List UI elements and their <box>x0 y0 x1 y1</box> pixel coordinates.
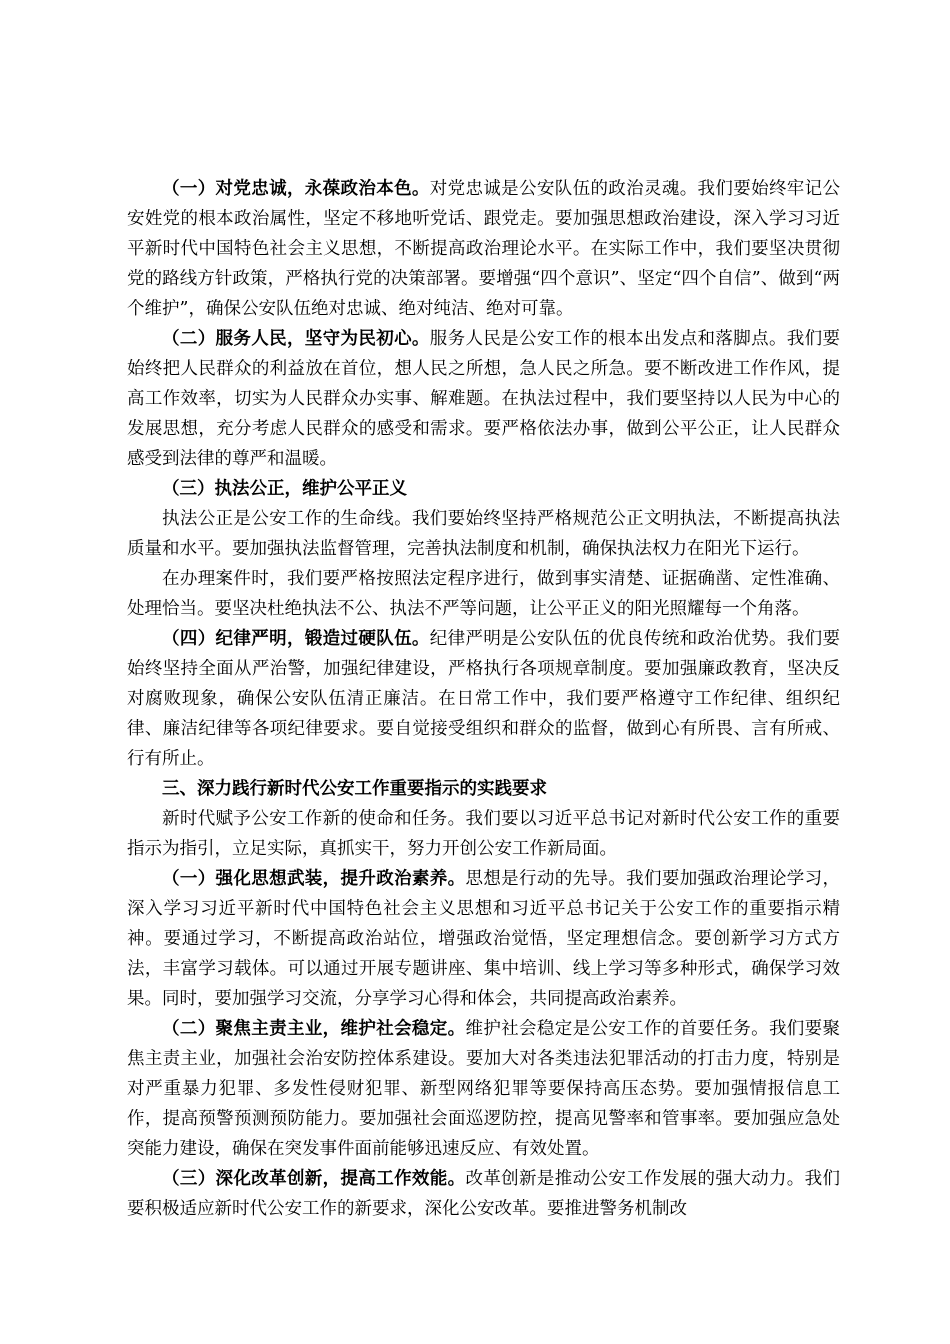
paragraph-lead: （一）对党忠诚，永葆政治本色。 <box>162 179 430 199</box>
paragraph-text: 在办理案件时，我们要严格按照法定程序进行，做到事实清楚、证据确凿、定性准确、处理恰当。要坚决杜绝执法不公、执法不严等问题，让公平正义的阳光照耀每一个角落。 <box>127 569 840 619</box>
paragraph-serve-people <box>127 324 840 474</box>
paragraph-text: 改革创新是推动公安工作发展的强大动力。我们要积极适应新时代公安工作的新要求，深化公安改革。要推进警务机制改 <box>127 1169 841 1219</box>
paragraph-text: 思想是行动的先导。我们要加强政治理论学习，深入学习习近平新时代中国特色社会主义思想和习近平总书记关于公安工作的重要指示精神。要通过学习，不断提高政治站位，增强政治觉悟，坚定理想信念。要创新学习方式方法，丰富学习载体。可以通过开展专题讲座、集中培训、线上学习等多种形式，确保学习效果。同时，要加强学习交流，分享学习心得和体会，共同提高政治素养。 <box>127 869 841 1009</box>
paragraph-reform <box>127 1164 840 1224</box>
subheading-fair-law-enforcement: （三）执法公正，维护公平正义 <box>162 479 407 499</box>
paragraph-text: 纪律严明是公安队伍的优良传统和政治优势。我们要始终坚持全面从严治警，加强纪律建设，严格执行各项规章制度。要加强廉政教育，坚决反对腐败现象，确保公安队伍清正廉洁。在日常工作中，我们要严格遵守工作纪律、组织纪律、廉洁纪律等各项纪律要求。要自觉接受组织和群众的监督，做到心有所畏、言有所戒、行有所止。 <box>127 629 841 769</box>
paragraph-lead: （一）强化思想武装，提升政治素养。 <box>162 869 466 889</box>
paragraph-lead: （三）深化改革创新，提高工作效能。 <box>162 1169 466 1189</box>
section-heading-three: 三、深力践行新时代公安工作重要指示的实践要求 <box>162 779 547 799</box>
paragraph-discipline <box>127 624 840 774</box>
paragraph-loyalty <box>127 174 840 324</box>
paragraph-text: 执法公正是公安工作的生命线。我们要始终坚持严格规范公正文明执法，不断提高执法质量和水平。要加强执法监督管理，完善执法制度和机制，确保执法权力在阳光下运行。 <box>127 509 840 559</box>
paragraph-ideology <box>127 864 840 1014</box>
paragraph-social-stability <box>127 1014 840 1164</box>
paragraph-text: 维护社会稳定是公安工作的首要任务。我们要聚焦主责主业，加强社会治安防控体系建设。要加大对各类违法犯罪活动的打击力度，特别是对严重暴力犯罪、多发性侵财犯罪、新型网络犯罪等要保持高压态势。要加强情报信息工作，提高预警预测预防能力。要加强社会面巡逻防控，提高见警率和管事率。要加强应急处突能力建设，确保在突发事件面前能够迅速反应、有效处置。 <box>127 1019 841 1159</box>
paragraph-text: 对党忠诚是公安队伍的政治灵魂。我们要始终牢记公安姓党的根本政治属性，坚定不移地听党话、跟党走。要加强思想政治建设，深入学习习近平新时代中国特色社会主义思想，不断提高政治理论水平。在实际工作中，我们要坚决贯彻党的路线方针政策，严格执行党的决策部署。要增强“四个意识”、坚定“四个自信”、做到“两个维护”，确保公安队伍绝对忠诚、绝对纯洁、绝对可靠。 <box>127 179 841 319</box>
paragraph-lead: （四）纪律严明，锻造过硬队伍。 <box>162 629 430 649</box>
paragraph-text: 服务人民是公安工作的根本出发点和落脚点。我们要始终把人民群众的利益放在首位，想人民之所想，急人民之所急。要不断改进工作作风，提高工作效率，切实为人民群众办实事、解难题。在执法过程中，我们要坚持以人民为中心的发展思想，充分考虑人民群众的感受和需求。要严格依法办事，做到公平公正，让人民群众感受到法律的尊严和温暖。 <box>127 329 841 469</box>
paragraph-lead: （二）聚焦主责主业，维护社会稳定。 <box>162 1019 466 1039</box>
paragraph-text: 新时代赋予公安工作新的使命和任务。我们要以习近平总书记对新时代公安工作的重要指示为指引，立足实际，真抓实干，努力开创公安工作新局面。 <box>127 809 840 859</box>
paragraph-lead: （二）服务人民，坚守为民初心。 <box>162 329 430 349</box>
document-body <box>127 174 840 1224</box>
